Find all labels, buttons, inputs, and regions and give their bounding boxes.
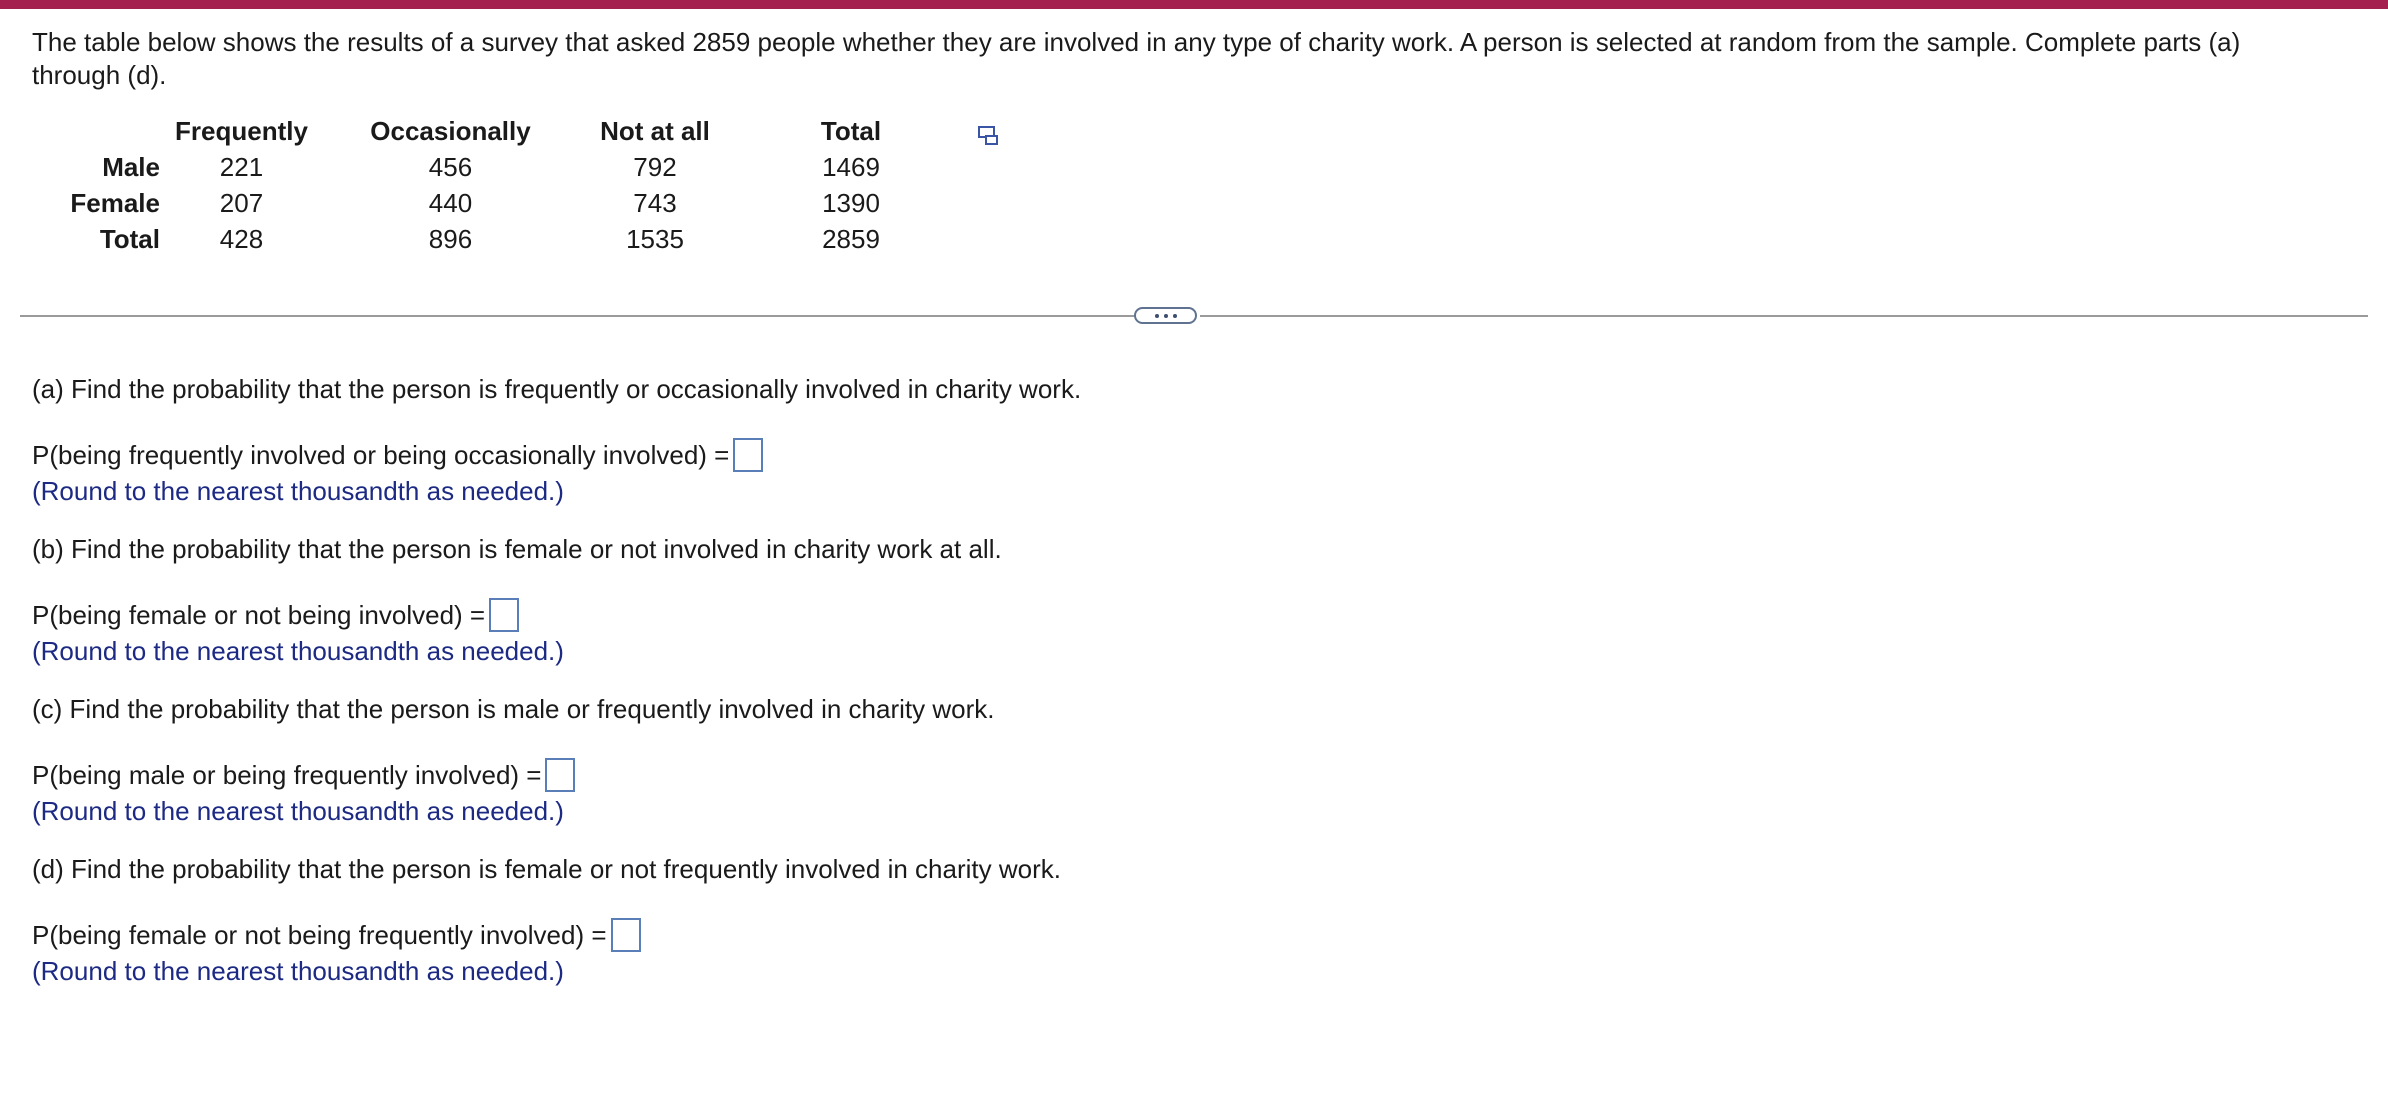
hint-a: (Round to the nearest thousandth as needed.): [32, 476, 564, 506]
answer-input-a[interactable]: [733, 438, 763, 472]
table-row: [32, 185, 970, 221]
hint-c: (Round to the nearest thousandth as needed.): [32, 796, 564, 826]
problem-intro: The table below shows the results of a survey that asked 2859 people whether they are involved in any type of charity work. A person is selected at random from the sample. Complete parts (a) through (d).: [32, 27, 2241, 90]
prompt-c-label: P(being male or being frequently involved) =: [32, 760, 542, 790]
section-divider: [20, 315, 1135, 317]
column-header-total: Total: [820, 115, 882, 146]
answer-input-b[interactable]: [489, 598, 519, 632]
prompt-a: [32, 438, 763, 472]
question-b: (b) Find the probability that the person is female or not involved in charity work at all.: [32, 534, 1002, 564]
table-cell: 2859: [822, 223, 880, 254]
row-label-female: Female: [70, 187, 160, 218]
copy-table-icon[interactable]: [977, 124, 999, 146]
more-options-icon: [1155, 314, 1159, 318]
table-header-row: [32, 113, 970, 149]
table-cell: 1535: [626, 223, 684, 254]
prompt-d: [32, 918, 641, 952]
section-divider: [1200, 315, 2368, 317]
column-header-occasionally: Occasionally: [370, 115, 531, 146]
prompt-d-label: P(being female or not being frequently involved) =: [32, 920, 607, 950]
question-c: (c) Find the probability that the person is male or frequently involved in charity work.: [32, 694, 995, 724]
table-cell: 207: [219, 187, 264, 218]
column-header-not-at-all: Not at all: [600, 115, 710, 146]
table-cell: 1469: [822, 151, 880, 182]
table-cell: 792: [633, 151, 677, 182]
table-corner-cell: [32, 113, 160, 149]
more-options-dot: [1164, 314, 1168, 318]
table-row: [32, 221, 970, 257]
table-row: [32, 149, 970, 185]
column-header-frequently: Frequently: [175, 115, 308, 146]
prompt-a-label: P(being frequently involved or being occasionally involved) =: [32, 440, 730, 470]
top-accent-bar: [0, 0, 2388, 9]
hint-d: (Round to the nearest thousandth as needed.): [32, 956, 564, 986]
more-options-dot: [1173, 314, 1177, 318]
row-label-male: Male: [102, 151, 160, 182]
table-cell: 456: [428, 151, 473, 182]
table-cell: 1390: [822, 187, 880, 218]
table-cell: 743: [633, 187, 677, 218]
more-options-button[interactable]: [1134, 307, 1197, 324]
table-cell: 440: [428, 187, 473, 218]
question-d: (d) Find the probability that the person is female or not frequently involved in charity work.: [32, 854, 1061, 884]
answer-input-d[interactable]: [611, 918, 641, 952]
row-label-total: Total: [99, 223, 160, 254]
prompt-b-label: P(being female or not being involved) =: [32, 600, 486, 630]
survey-table: [32, 113, 970, 257]
answer-input-c[interactable]: [545, 758, 575, 792]
prompt-c: [32, 758, 575, 792]
question-a: (a) Find the probability that the person is frequently or occasionally involved in charity work.: [32, 374, 1082, 404]
hint-b: (Round to the nearest thousandth as needed.): [32, 636, 564, 666]
prompt-b: [32, 598, 519, 632]
table-cell: 428: [219, 223, 264, 254]
table-cell: 896: [428, 223, 473, 254]
table-cell: 221: [219, 151, 264, 182]
